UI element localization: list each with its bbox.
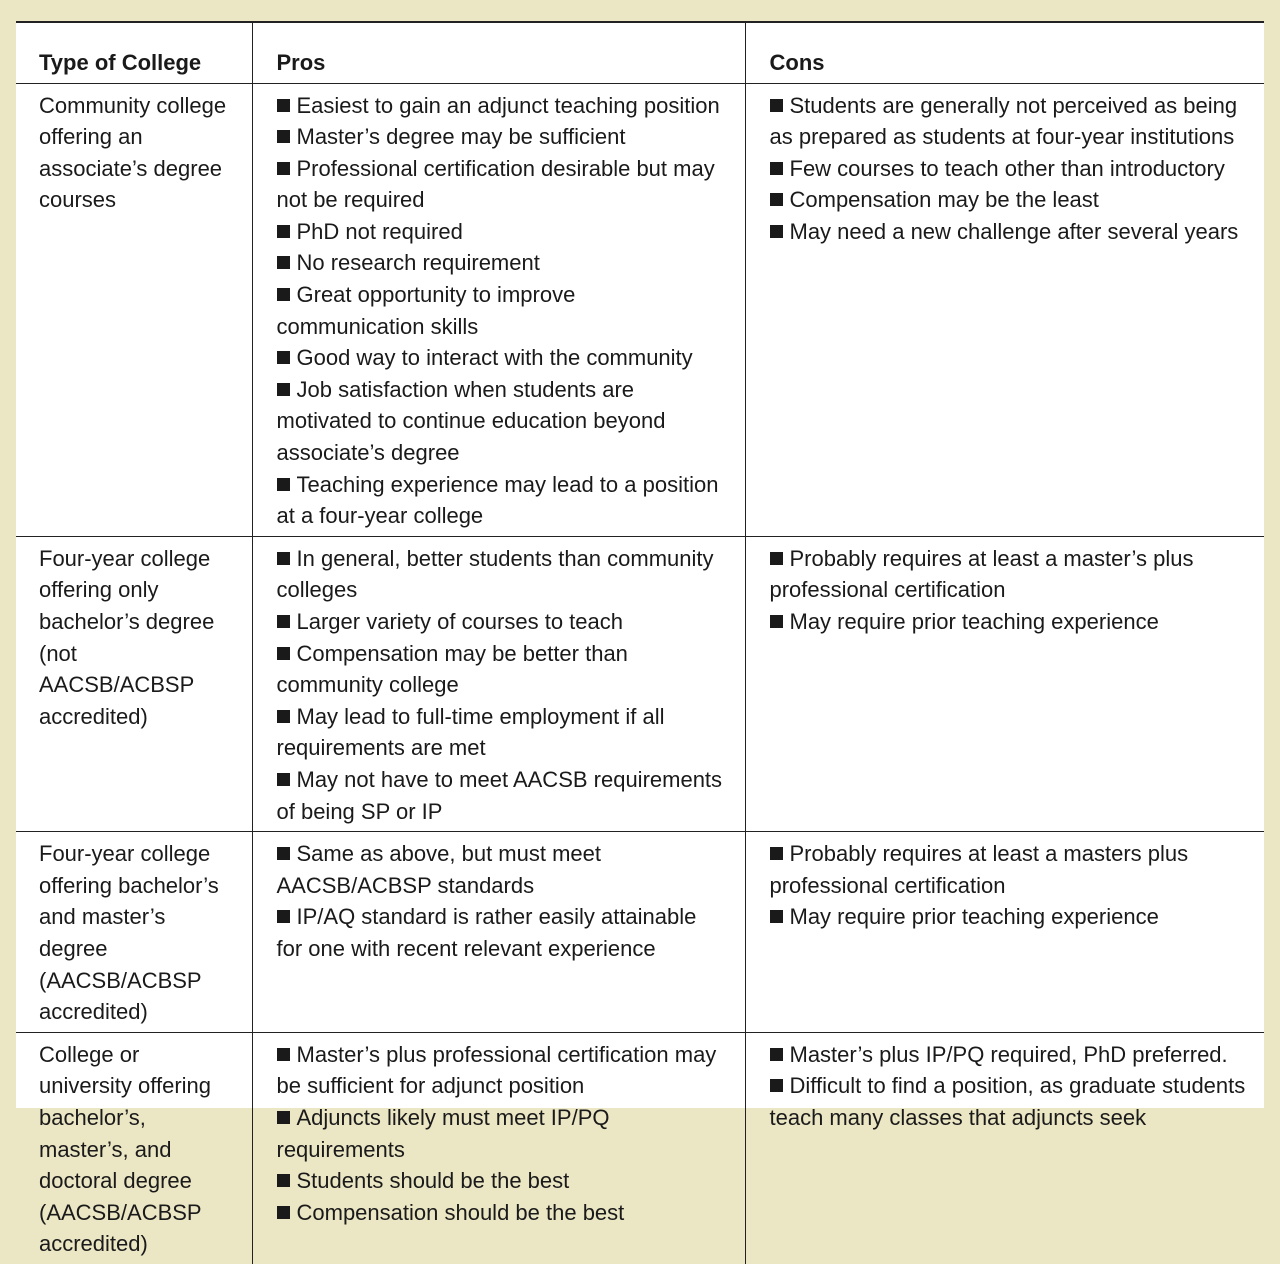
con-item: May need a new challenge after several years [770,216,1247,248]
con-item: Difficult to find a position, as graduate students teach many classes that adjuncts seek [769,1073,1246,1130]
bullet-square-icon [770,193,783,206]
bullet-square-icon [277,773,290,786]
pro-item: Teaching experience may lead to a position at a four-year college [276,471,719,529]
pro-item: Great opportunity to improve communication skills [276,282,576,339]
bullet-square-icon [277,256,290,269]
pros-cell [252,1032,745,1264]
header-pros: Pros [252,23,745,83]
con-item: Probably requires at least a masters plus professional certification [769,841,1189,898]
type-text: Four-year college offering only bachelor’s degree (not AACSB/ACBSP accredited) [39,545,215,729]
bullet-square-icon [277,647,290,660]
cons-cell [745,536,1264,831]
type-cell [16,832,252,1033]
table-row [16,536,1264,831]
pros-cell [252,83,745,536]
type-text: Community college offering an associate’s degree courses [39,92,227,213]
bullet-square-icon [277,710,290,723]
cons-cell [745,1032,1264,1264]
pro-item: Students should be the best [277,1165,727,1197]
type-cell [16,1032,252,1264]
bullet-square-icon [277,288,290,301]
bullet-square-icon [770,910,783,923]
pros-cell [252,832,745,1033]
bullet-square-icon [277,383,290,396]
pro-item: Good way to interact with the community [277,342,727,374]
header-type: Type of College [16,23,252,83]
bullet-square-icon [277,552,290,565]
pro-item: Master’s degree may be sufficient [277,121,727,153]
pro-item: IP/AQ standard is rather easily attainable for one with recent relevant experience [276,904,697,961]
pros-cell [252,536,745,831]
bullet-square-icon [770,1079,783,1092]
table-row [16,1032,1264,1264]
con-item: Few courses to teach other than introductory [770,153,1247,185]
bullet-square-icon [277,1111,290,1124]
type-cell [16,536,252,831]
bullet-square-icon [770,552,783,565]
type-text: Four-year college offering bachelor’s and master’s degree (AACSB/ACBSP accredited) [39,841,219,1025]
pro-item: Larger variety of courses to teach [277,606,727,638]
pro-item: Job satisfaction when students are motivated to continue education beyond associate’s degree [276,376,666,466]
header-row [16,23,1264,83]
bullet-square-icon [277,910,290,923]
pro-item: Same as above, but must meet AACSB/ACBSP standards [276,841,601,898]
table-row [16,83,1264,536]
bullet-square-icon [770,1048,783,1061]
con-item: Compensation may be the least [770,184,1247,216]
bullet-square-icon [277,130,290,143]
cons-cell [745,83,1264,536]
bullet-square-icon [770,99,783,112]
con-item: May require prior teaching experience [770,606,1247,638]
bullet-square-icon [770,162,783,175]
college-comparison-table [16,23,1264,1264]
table-row [16,832,1264,1033]
pro-item: Compensation should be the best [277,1197,727,1229]
bullet-square-icon [277,1048,290,1061]
pro-item: Professional certification desirable but may not be required [276,155,715,213]
bullet-square-icon [277,847,290,860]
pro-item: Compensation may be better than community college [276,640,628,698]
con-item: Master’s plus IP/PQ required, PhD preferred. [770,1039,1247,1071]
con-item: May require prior teaching experience [770,901,1247,933]
bullet-square-icon [277,1174,290,1187]
pro-item: Easiest to gain an adjunct teaching position [277,90,727,122]
header-cons: Cons [745,23,1264,83]
bullet-square-icon [770,225,783,238]
bullet-square-icon [277,1206,290,1219]
type-text: College or university offering bachelor’s, master’s, and doctoral degree (AACSB/ACBSP accredited) [39,1041,212,1257]
bullet-square-icon [770,615,783,628]
bullet-square-icon [277,615,290,628]
cons-cell [745,832,1264,1033]
bullet-square-icon [277,99,290,112]
pro-item: No research requirement [277,247,727,279]
pro-item: Adjuncts likely must meet IP/PQ requirements [276,1104,610,1162]
con-item: Probably requires at least a master’s plus professional certification [769,545,1194,603]
pro-item: May lead to full-time employment if all requirements are met [276,703,665,761]
pro-item: May not have to meet AACSB requirements of being SP or IP [276,766,723,824]
pro-item: Master’s plus professional certification may be sufficient for adjunct position [276,1041,717,1099]
comparison-sheet [16,21,1264,1257]
bullet-square-icon [277,225,290,238]
type-cell [16,83,252,536]
bullet-square-icon [277,162,290,175]
pro-item: In general, better students than community colleges [276,545,714,603]
con-item: Students are generally not perceived as being as prepared as students at four-year institutions [769,92,1238,150]
bullet-square-icon [277,351,290,364]
bullet-square-icon [770,847,783,860]
pro-item: PhD not required [277,216,727,248]
bullet-square-icon [277,478,290,491]
